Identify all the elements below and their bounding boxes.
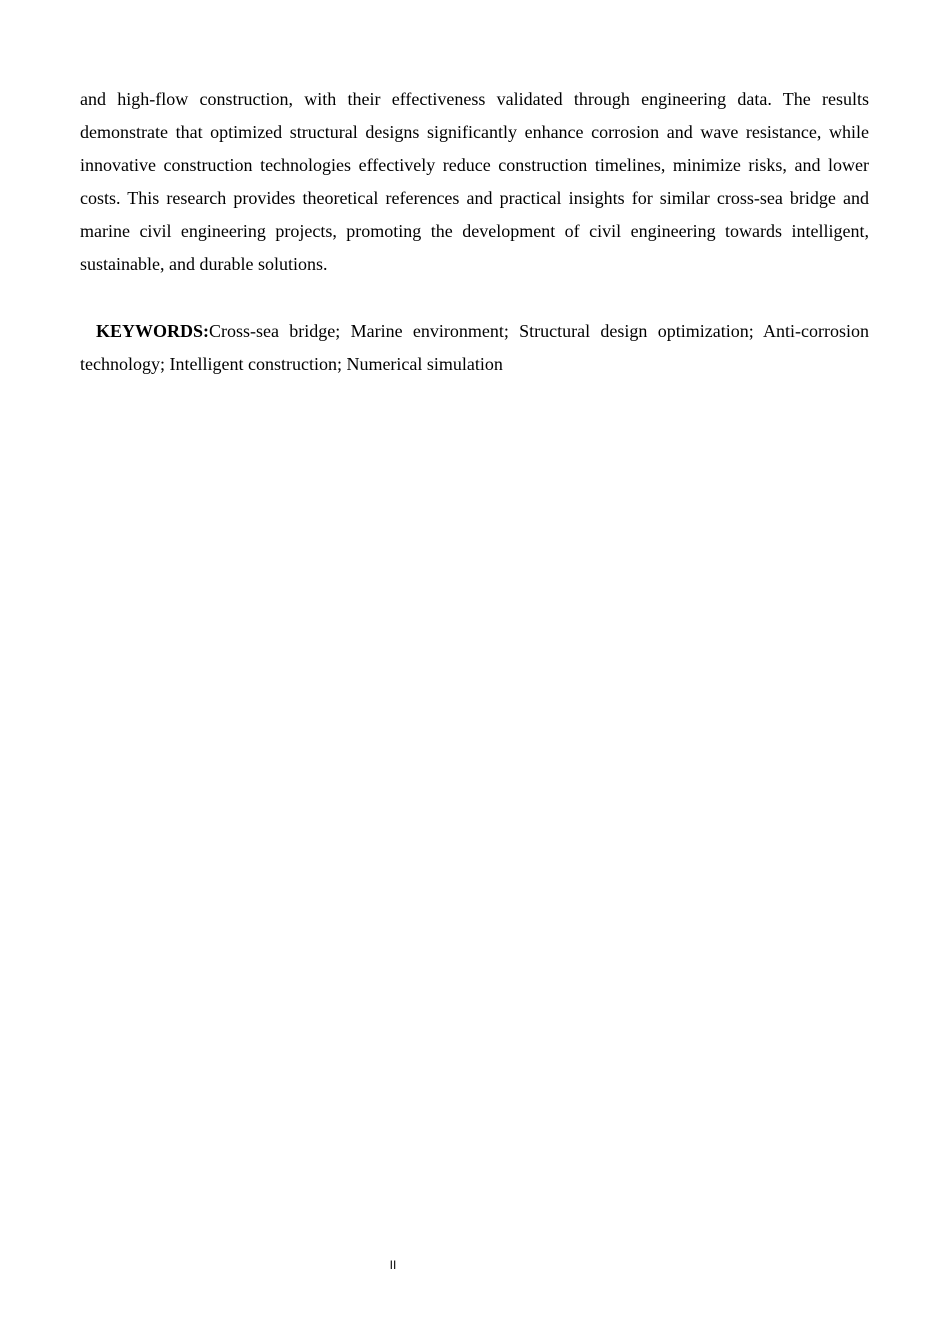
page-number: II (389, 1258, 397, 1272)
keywords-text: Cross-sea bridge; Marine environment; Structural design optimization; Anti-corrosion technology; Intelligent construction; Numerical simulation (80, 321, 869, 374)
abstract-paragraph: and high-flow construction, with their effectiveness validated through engineering data. The results demonstrate that optimized structural designs significantly enhance corrosion and wave resistance, while innovative construction technologies effectively reduce construction timelines, minimize risks, and lower costs. This research provides theoretical references and practical insights for similar cross-sea bridge and marine civil engineering projects, promoting the development of civil engineering towards intelligent, sustainable, and durable solutions. (80, 89, 869, 274)
keywords-label: KEYWORDS: (96, 321, 210, 341)
keywords-paragraph (80, 315, 869, 381)
